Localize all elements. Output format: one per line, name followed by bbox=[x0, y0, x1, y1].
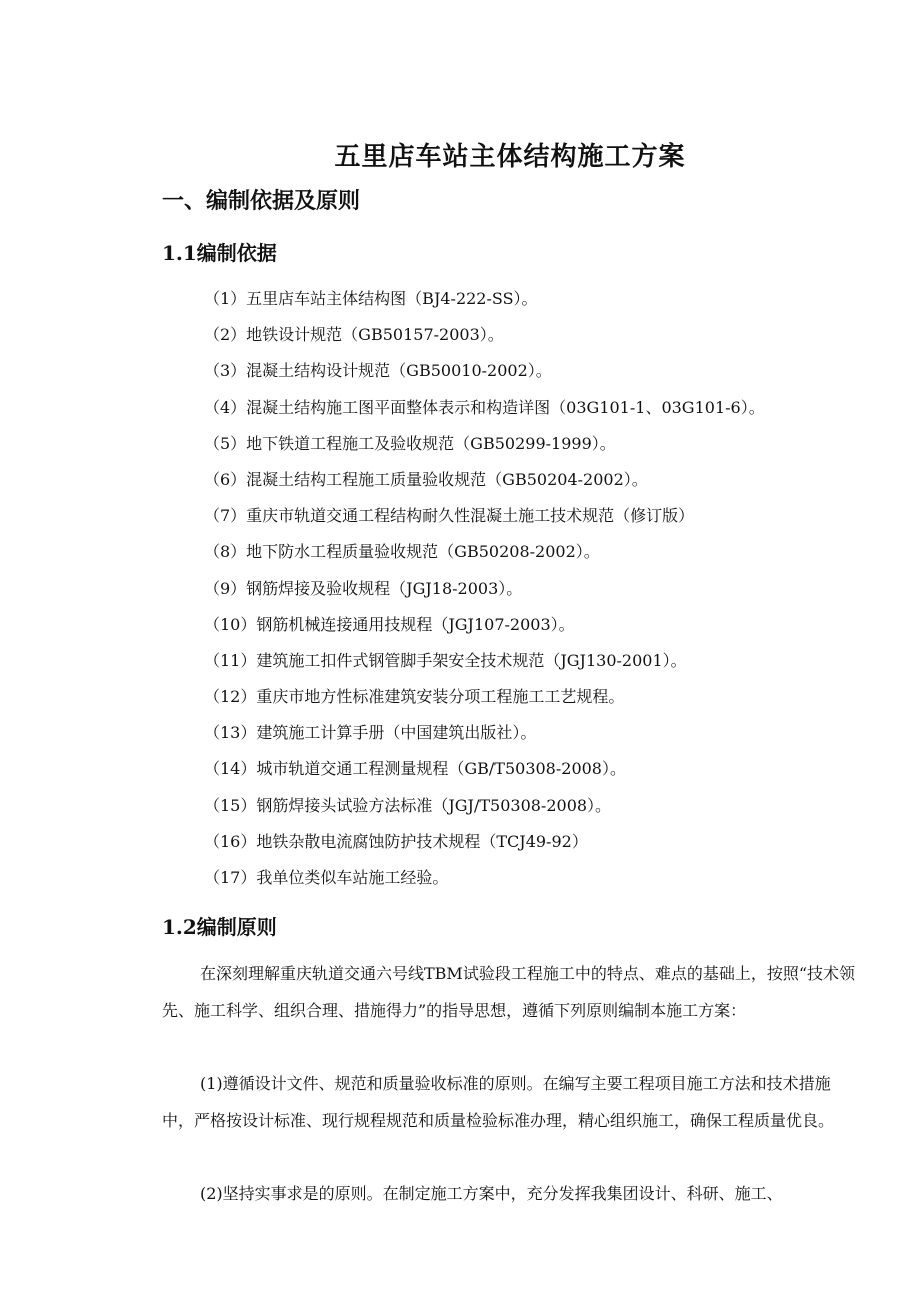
list-item: （14）城市轨道交通工程测量规程（GB/T50308-2008）。 bbox=[204, 759, 626, 779]
list-item: （4）混凝土结构施工图平面整体表示和构造详图（03G101-1、03G101-6）。 bbox=[204, 397, 765, 417]
list-item: （1）五里店车站主体结构图（BJ4-222-SS）。 bbox=[204, 289, 538, 308]
subsection-heading-1-2: 1.2编制原则 bbox=[162, 915, 277, 939]
section-heading-1: 一、编制依据及原则 bbox=[162, 188, 361, 214]
list-item: （2）地铁设计规范（GB50157-2003）。 bbox=[204, 325, 504, 345]
list-item: （17）我单位类似车站施工经验。 bbox=[204, 868, 449, 887]
list-item: （12）重庆市地方性标准建筑安装分项工程施工工艺规程。 bbox=[204, 687, 625, 707]
list-item: （13）建筑施工计算手册（中国建筑出版社）。 bbox=[204, 723, 537, 743]
list-item: （11）建筑施工扣件式钢管脚手架安全技术规范（JGJ130-2001）。 bbox=[204, 650, 687, 670]
list-item: （3）混凝土结构设计规范（GB50010-2002）。 bbox=[204, 361, 552, 381]
list-item: （10）钢筋机械连接通用技规程（JGJ107-2003）。 bbox=[204, 614, 575, 634]
paragraph-intro: 在深刻理解重庆轨道交通六号线TBM试验段工程施工中的特点、难点的基础上，按照“技术领先、施工科学、组织合理、措施得力”的指导思想，遵循下列原则编制本施工方案： bbox=[162, 964, 855, 1020]
document-title: 五里店车站主体结构施工方案 bbox=[334, 142, 686, 172]
list-item: （6）混凝土结构工程施工质量验收规范（GB50204-2002）。 bbox=[204, 469, 648, 489]
list-item: （7）重庆市轨道交通工程结构耐久性混凝土施工技术规范（修订版） bbox=[204, 506, 695, 526]
reference-list bbox=[204, 288, 765, 903]
paragraph-principle-1: (1)遵循设计文件、规范和质量验收标准的原则。在编写主要工程项目施工方法和技术措施中，严格按设计标准、现行规程规范和质量检验标准办理，精心组织施工，确保工程质量优良。 bbox=[162, 1074, 835, 1130]
subsection-heading-1-1: 1.1编制依据 bbox=[162, 241, 277, 265]
paragraph-principle-2: (2)坚持实事求是的原则。在制定施工方案中，充分发挥我集团设计、科研、施工、 bbox=[200, 1184, 783, 1203]
list-item: （8）地下防水工程质量验收规范（GB50208-2002）。 bbox=[204, 542, 600, 562]
list-item: （16）地铁杂散电流腐蚀防护技术规程（TCJ49-92） bbox=[204, 831, 588, 851]
list-item: （9）钢筋焊接及验收规程（JGJ18-2003）。 bbox=[204, 578, 523, 598]
list-item: （15）钢筋焊接头试验方法标准（JGJ/T50308-2008）。 bbox=[204, 795, 612, 815]
list-item: （5）地下铁道工程施工及验收规范（GB50299-1999）。 bbox=[204, 433, 616, 453]
